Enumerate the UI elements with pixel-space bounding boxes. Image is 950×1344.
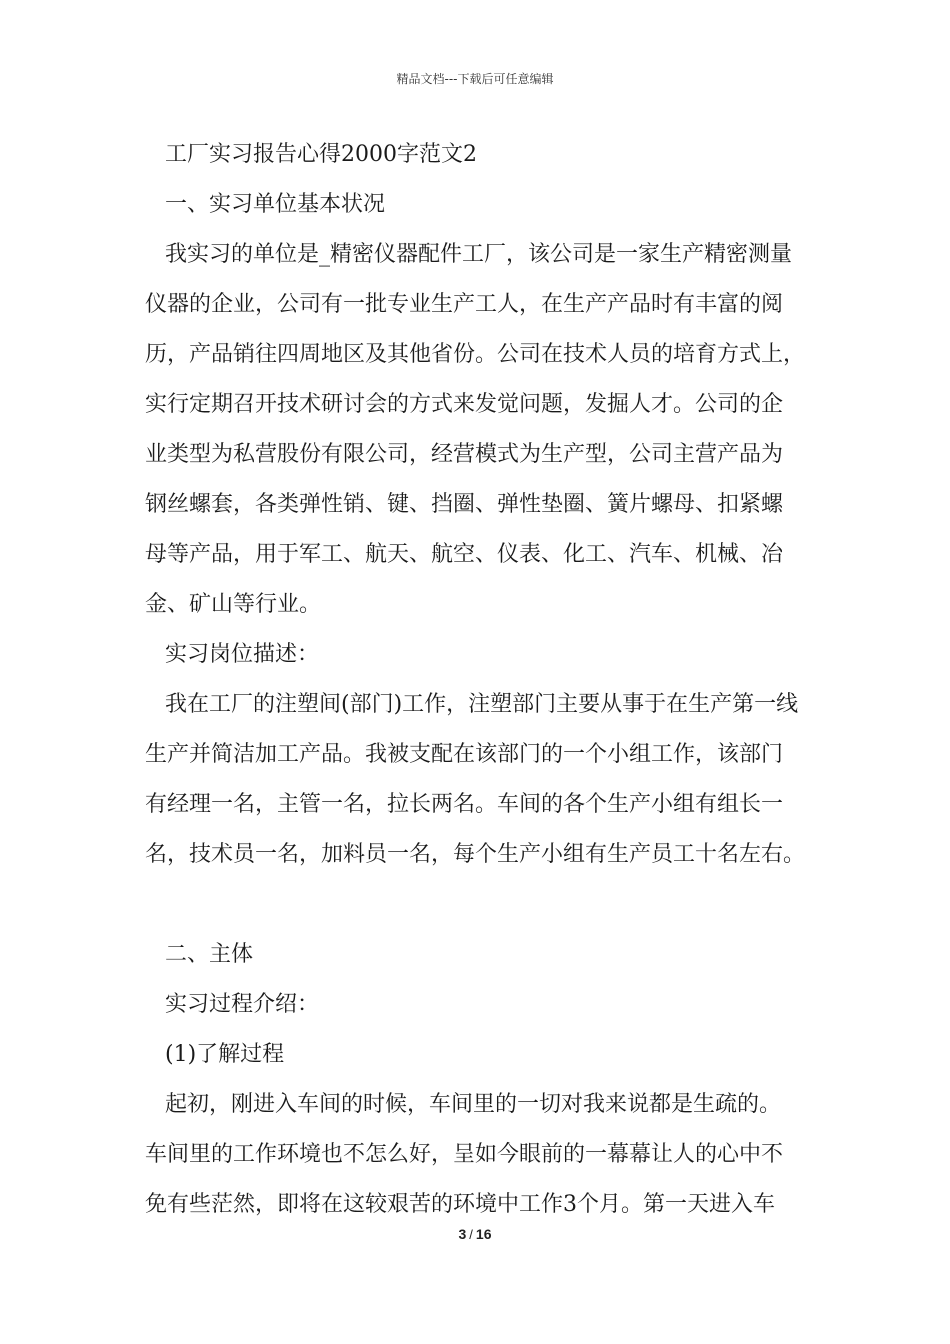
document-body	[145, 130, 825, 1230]
page-header: 精品文档---下载后可任意编辑	[396, 72, 554, 86]
subsection1-heading: (1)了解过程	[165, 1042, 285, 1067]
page-separator: /	[469, 1227, 473, 1242]
job-description-heading: 实习岗位描述：	[165, 642, 320, 667]
text-line: 我在工厂的注塑间(部门)工作，注塑部门主要从事于在生产第一线	[165, 692, 799, 717]
text-line: 业类型为私营股份有限公司，经营模式为生产型，公司主营产品为	[145, 442, 784, 467]
text-line: 有经理一名，主管一名，拉长两名。车间的各个生产小组有组长一	[145, 792, 784, 817]
document-title: 工厂实习报告心得2000字范文2	[165, 142, 477, 167]
text-line: 起初，刚进入车间的时候，车间里的一切对我来说都是生疏的。	[165, 1092, 782, 1117]
text-line: 车间里的工作环境也不怎么好，呈如今眼前的一幕幕让人的心中不	[145, 1142, 784, 1167]
text-line: 历，产品销往四周地区及其他省份。公司在技术人员的培育方式上，	[145, 342, 806, 367]
text-line: 仪器的企业，公司有一批专业生产工人，在生产产品时有丰富的阅	[145, 292, 784, 317]
text-line: 母等产品，用于军工、航天、航空、仪表、化工、汽车、机械、冶	[145, 542, 784, 567]
page-number	[0, 1226, 950, 1242]
blank-line	[145, 880, 825, 930]
section2-heading: 二、主体	[165, 942, 254, 967]
text-line: 金、矿山等行业。	[145, 592, 322, 617]
total-pages: 16	[475, 1226, 492, 1242]
text-line: 生产并简洁加工产品。我被支配在该部门的一个小组工作，该部门	[145, 742, 784, 767]
current-page: 3	[458, 1226, 467, 1242]
section1-heading: 一、实习单位基本状况	[165, 192, 386, 217]
text-line: 我实习的单位是_精密仪器配件工厂，该公司是一家生产精密测量	[165, 242, 793, 267]
paragraph-company-overview	[145, 230, 825, 630]
paragraph-job-description	[145, 680, 825, 880]
text-line: 免有些茫然，即将在这较艰苦的环境中工作3个月。第一天进入车	[145, 1192, 775, 1217]
text-line: 名，技术员一名，加料员一名，每个生产小组有生产员工十名左右。	[145, 842, 806, 867]
text-line: 实行定期召开技术研讨会的方式来发觉问题，发掘人才。公司的企	[145, 392, 784, 417]
text-line: 钢丝螺套，各类弹性销、键、挡圈、弹性垫圈、簧片螺母、扣紧螺	[145, 492, 784, 517]
paragraph-process	[145, 1080, 825, 1230]
process-heading: 实习过程介绍：	[165, 992, 320, 1017]
